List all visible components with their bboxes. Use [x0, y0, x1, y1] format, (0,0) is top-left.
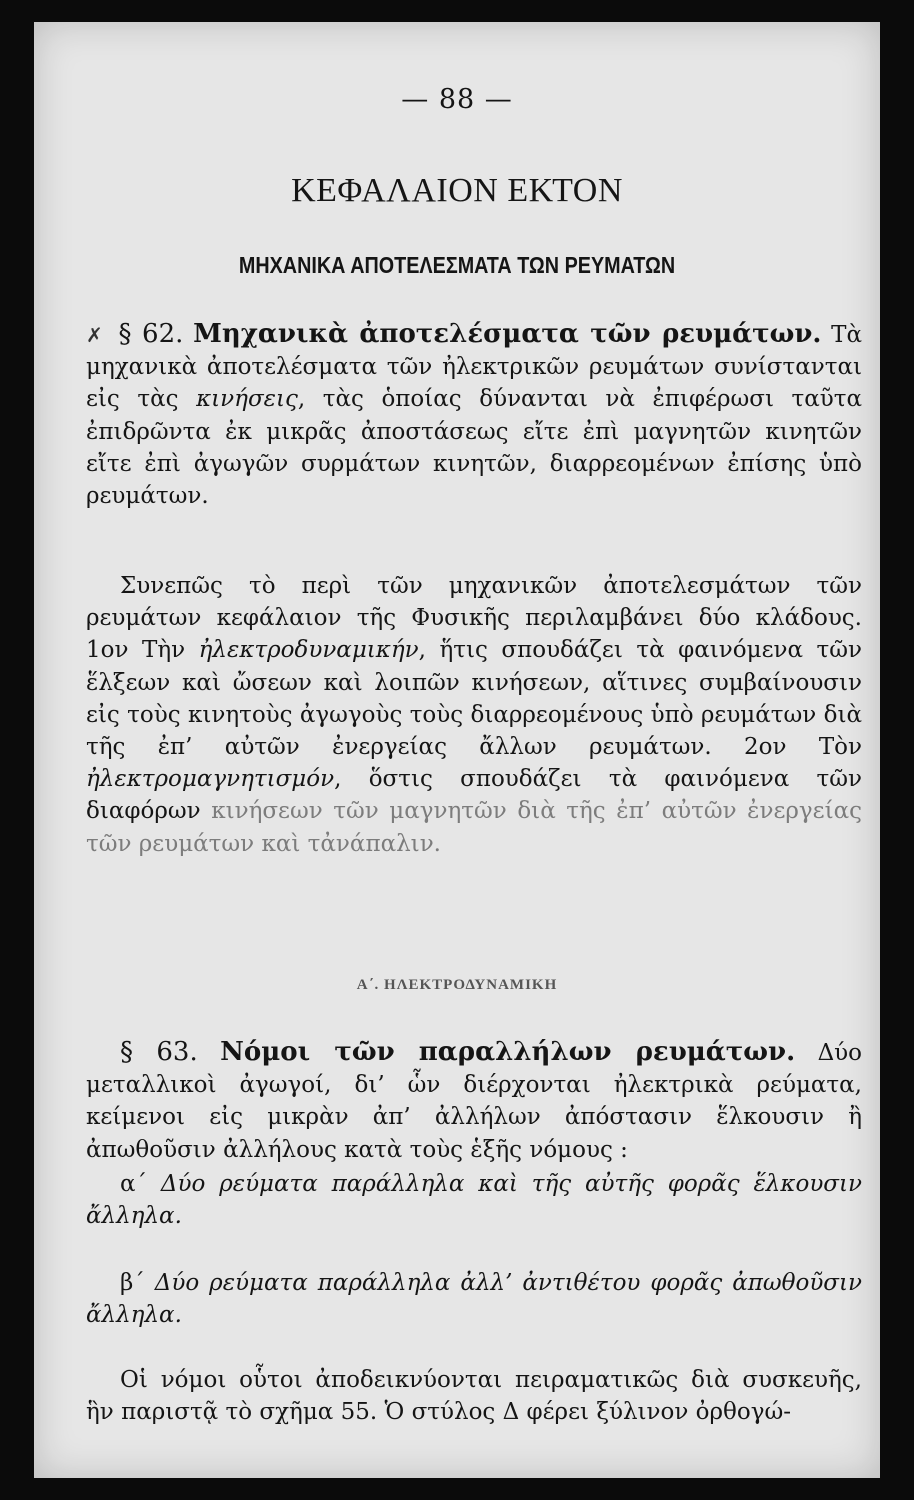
branches-electrodynamics: ἠλεκτροδυναμικήν — [198, 637, 419, 664]
section-62-text-end: , τὰς ὁποίας δύνανται νὰ ἐπιφέρωσι ταῦτα ἐπιδρῶντα ἐκ μικρᾶς ἀποστάσεως εἴτε ἐπὶ μαγνητῶν κινητῶν εἴτε ἐπὶ ἀγωγῶν συρμάτων κινητῶν, διαρρεομένων ἐπίσης ὑπὸ ρευμάτων. — [86, 386, 863, 510]
paragraph-apparatus: Οἱ νόμοι οὗτοι ἀποδεικνύονται πειραματικῶς διὰ συσκευῆς, ἣν παριστᾷ τὸ σχῆμα 55. Ὁ στύλος Δ φέρει ξύλινον ὀρθογώ- — [86, 1367, 862, 1426]
branches-text-faded: κινήσεων τῶν μαγνητῶν διὰ τῆς ἐπ’ αὐτῶν ἐνεργείας τῶν ρευμάτων καὶ τἀνάπαλιν. — [86, 798, 862, 857]
law-a-text: Δύο ρεύματα παράλληλα καὶ τῆς αὐτῆς φορᾶς ἕλκουσιν ἄλληλα. — [86, 1170, 862, 1230]
section-62-emph: κινήσεις — [196, 386, 298, 413]
section-heading-electrodynamics: Α΄. ΗΛΕΚΤΡΟΔΥΝΑΜΙΚΗ — [356, 977, 558, 993]
law-b-label: β΄ — [120, 1270, 145, 1296]
section-62 — [86, 318, 862, 512]
branches-text-c: , ἥτις σπουδάζει τὰ φαινόμενα τῶν ἕλξεων καὶ ὤσεων καὶ λοιπῶν κινήσεων, αἵτινες συμβαίνουσιν εἰς τοὺς κινητοὺς ἀγωγοὺς τοὺς διαρρεομένους ὑπὸ ρευμάτων διὰ τῆς ἐπ’ αὐτῶν ἐνεργείας ἄλλων ρευμάτων. 2ον Τὸν — [86, 637, 862, 761]
margin-mark-icon: ✗ — [86, 323, 103, 347]
chapter-title: ΚΕΦΑΛΑΙΟΝ ΕΚΤΟΝ — [291, 172, 623, 209]
branches-text-e: , ὅστις σπουδάζει τὰ φαινόμενα τῶν διαφόρων — [86, 766, 862, 825]
section-63-number: § 63. — [120, 1037, 198, 1067]
law-a — [86, 1168, 862, 1232]
section-62-number: § 62. — [118, 319, 184, 349]
law-b-text: Δύο ρεύματα παράλληλα ἀλλ’ ἀντιθέτου φορᾶς ἀπωθοῦσιν ἄλληλα. — [86, 1270, 862, 1329]
branches-text-a: Συνεπῶς τὸ περὶ τῶν μηχανικῶν ἀποτελεσμάτων τῶν ρευμάτων κεφάλαιον τῆς Φυσικῆς περιλαμβάνει δύο κλάδους. 1ον Τὴν — [86, 573, 862, 664]
section-63 — [86, 1036, 862, 1232]
paragraph-branches — [86, 570, 862, 860]
section-63-text: Δύο μεταλλικοὶ ἀγωγοί, δι’ ὧν διέρχονται ἠλεκτρικὰ ρεύματα, κείμενοι εἰς μικρὰν ἀπ’ ἀλλήλων ἀπόστασιν ἕλκουσιν ἢ ἀπωθοῦσιν ἀλλήλους κατὰ τοὺς ἑξῆς νόμους : — [86, 1040, 863, 1163]
branches-electromagnetism: ἠλεκτρομαγνητισμόν — [86, 766, 335, 793]
law-b — [86, 1267, 862, 1331]
law-a-label: α΄ — [120, 1170, 148, 1197]
page-number: — 88 — — [401, 84, 513, 115]
section-63-title: Νόμοι τῶν παραλλήλων ρευμάτων. — [220, 1037, 796, 1067]
chapter-subtitle: ΜΗΧΑΝΙΚΑ ΑΠΟΤΕΛΕΣΜΑΤΑ ΤΩΝ ΡΕΥΜΑΤΩΝ — [238, 252, 676, 278]
section-62-text: Τὰ μηχανικὰ ἀποτελέσματα τῶν ἠλεκτρικῶν ρευμάτων συνίστανται εἰς τὰς — [86, 322, 863, 413]
book-page — [34, 22, 880, 1478]
section-62-title: Μηχανικὰ ἀποτελέσματα τῶν ρευμάτων. — [193, 319, 822, 349]
